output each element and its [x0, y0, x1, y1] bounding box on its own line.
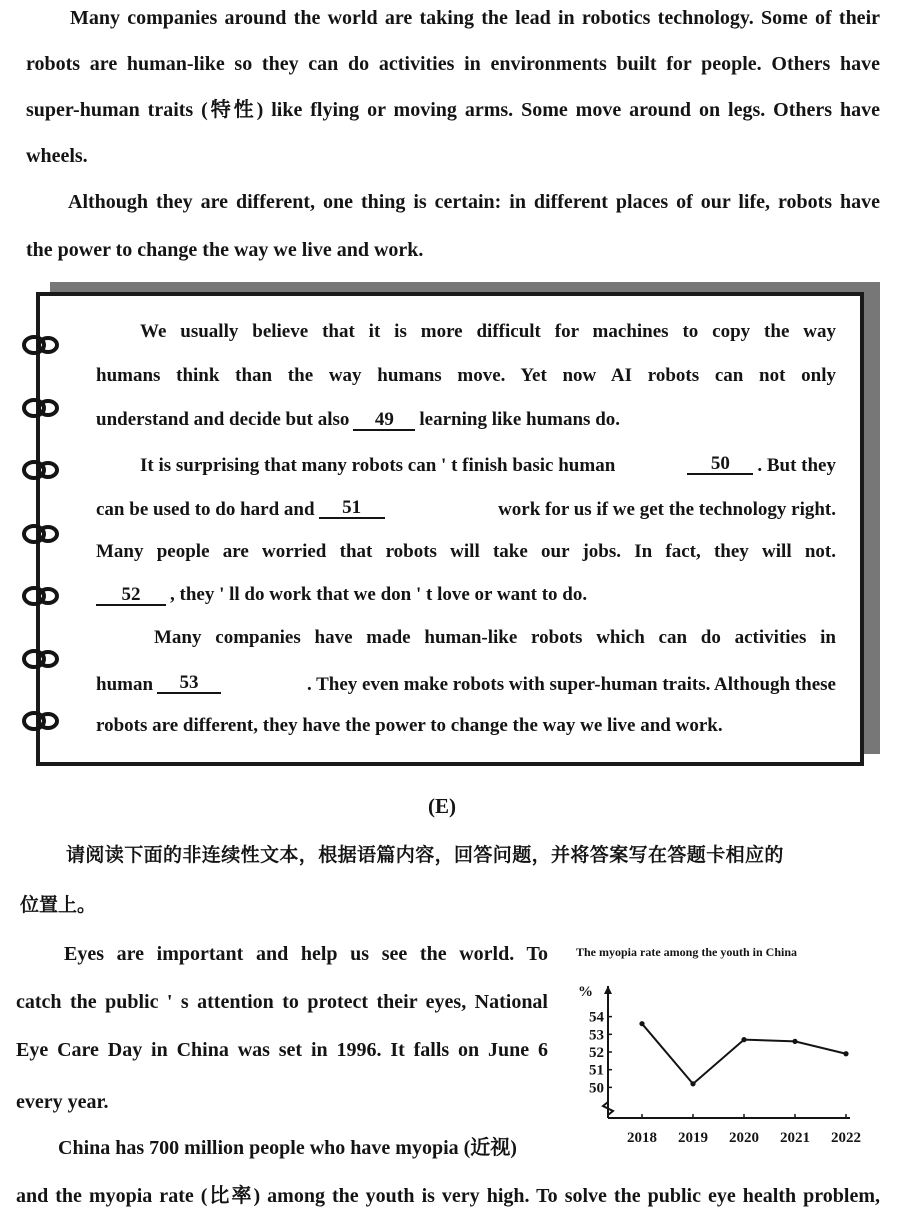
blank-53: 53	[157, 673, 221, 694]
text-line: the power to change the way we live and work.	[26, 239, 424, 261]
text-fragment: understand and decide but also	[96, 409, 350, 430]
text-line: and the myopia rate (比率) among the youth is very high. To solve the public eye health problem,	[16, 1185, 880, 1207]
x-tick-label: 2021	[780, 1130, 810, 1146]
text-line: Many companies have made human-like robots which can do activities in	[154, 627, 836, 648]
text-line: Although they are different, one thing is certain: in different places of our life, robots have	[68, 191, 880, 213]
y-tick-label: 51	[589, 1062, 604, 1079]
y-tick-label: 54	[589, 1009, 604, 1026]
blank-49: 49	[353, 410, 415, 431]
text-line: Eye Care Day in China was set in 1996. It falls on June 6	[16, 1039, 548, 1061]
instruction-line: 请阅读下面的非连续性文本，根据语篇内容，回答问题，并将答案写在答题卡相应的	[66, 844, 784, 866]
data-point	[639, 1021, 644, 1026]
spiral-ring-icon	[20, 458, 64, 482]
blank-50: 50	[687, 454, 753, 475]
x-tick-label: 2020	[729, 1130, 759, 1146]
myopia-rate-line	[642, 1024, 846, 1084]
text-line: robots are different, they have the power to change the way we live and work.	[96, 715, 723, 736]
text-line: China has 700 million people who have myopia (近视)	[58, 1137, 517, 1159]
text-fragment: can be used to do hard and	[96, 499, 315, 520]
text-fragment: . But they	[757, 455, 836, 476]
y-axis-label: %	[578, 984, 593, 1000]
instruction-line: 位置上。	[20, 894, 97, 916]
text-line: every year.	[16, 1091, 109, 1113]
chart-axes	[603, 986, 850, 1118]
y-axis-arrow	[604, 986, 612, 994]
text-line	[96, 585, 587, 606]
data-point	[792, 1039, 797, 1044]
data-point	[741, 1037, 746, 1042]
text-line	[96, 498, 836, 519]
data-point	[843, 1051, 848, 1056]
y-tick-label: 53	[589, 1027, 604, 1044]
text-fragment: human	[96, 674, 154, 695]
text-fragment: It is surprising that many robots can ' t finish basic human	[140, 455, 616, 476]
text-line: We usually believe that it is more difficult for machines to copy the way	[140, 321, 836, 342]
blank-52: 52	[96, 585, 166, 606]
text-line	[140, 454, 836, 475]
x-tick-label: 2022	[831, 1130, 861, 1146]
text-line: wheels.	[26, 145, 88, 167]
text-fragment: learning like humans do.	[419, 409, 621, 430]
text-line	[96, 673, 836, 694]
myopia-rate-line-chart	[566, 968, 866, 1164]
text-line: humans think than the way humans move. Yet now AI robots can not only	[96, 365, 836, 386]
data-point	[690, 1081, 695, 1086]
spiral-ring-icon	[20, 647, 64, 671]
text-line: robots are human-like so they can do activities in environments built for people. Others have	[26, 53, 880, 75]
text-fragment: work for us if we get the technology right.	[498, 499, 836, 520]
y-tick-label: 50	[589, 1080, 604, 1097]
spiral-ring-icon	[20, 333, 64, 357]
text-group	[683, 454, 836, 475]
text-line: catch the public ' s attention to protect their eyes, National	[16, 991, 548, 1013]
text-line: Many people are worried that robots will take our jobs. In fact, they will not.	[96, 541, 836, 562]
text-line: Eyes are important and help us see the world. To	[64, 943, 548, 965]
y-tick-label: 52	[589, 1045, 604, 1061]
text-line	[96, 410, 620, 431]
x-tick-label: 2018	[627, 1130, 657, 1146]
spiral-ring-icon	[20, 709, 64, 733]
blank-51: 51	[319, 498, 385, 519]
chart-ticks	[578, 984, 861, 1146]
spiral-ring-icon	[20, 584, 64, 608]
text-fragment: . They even make robots with super-human traits. Although these	[306, 674, 836, 695]
chart-series	[639, 1021, 848, 1086]
chart-title: The myopia rate among the youth in China	[576, 945, 798, 959]
text-group	[96, 498, 389, 519]
text-line: super-human traits (特性) like flying or moving arms. Some move around on legs. Others have	[26, 99, 880, 121]
text-fragment: , they ' ll do work that we don ' t love or want to do.	[170, 584, 588, 605]
spiral-ring-icon	[20, 522, 64, 546]
text-line: Many companies around the world are taking the lead in robotics technology. Some of their	[70, 7, 880, 29]
x-tick-label: 2019	[678, 1130, 708, 1146]
spiral-ring-icon	[20, 396, 64, 420]
section-heading: (E)	[428, 794, 456, 818]
text-group	[96, 673, 225, 694]
